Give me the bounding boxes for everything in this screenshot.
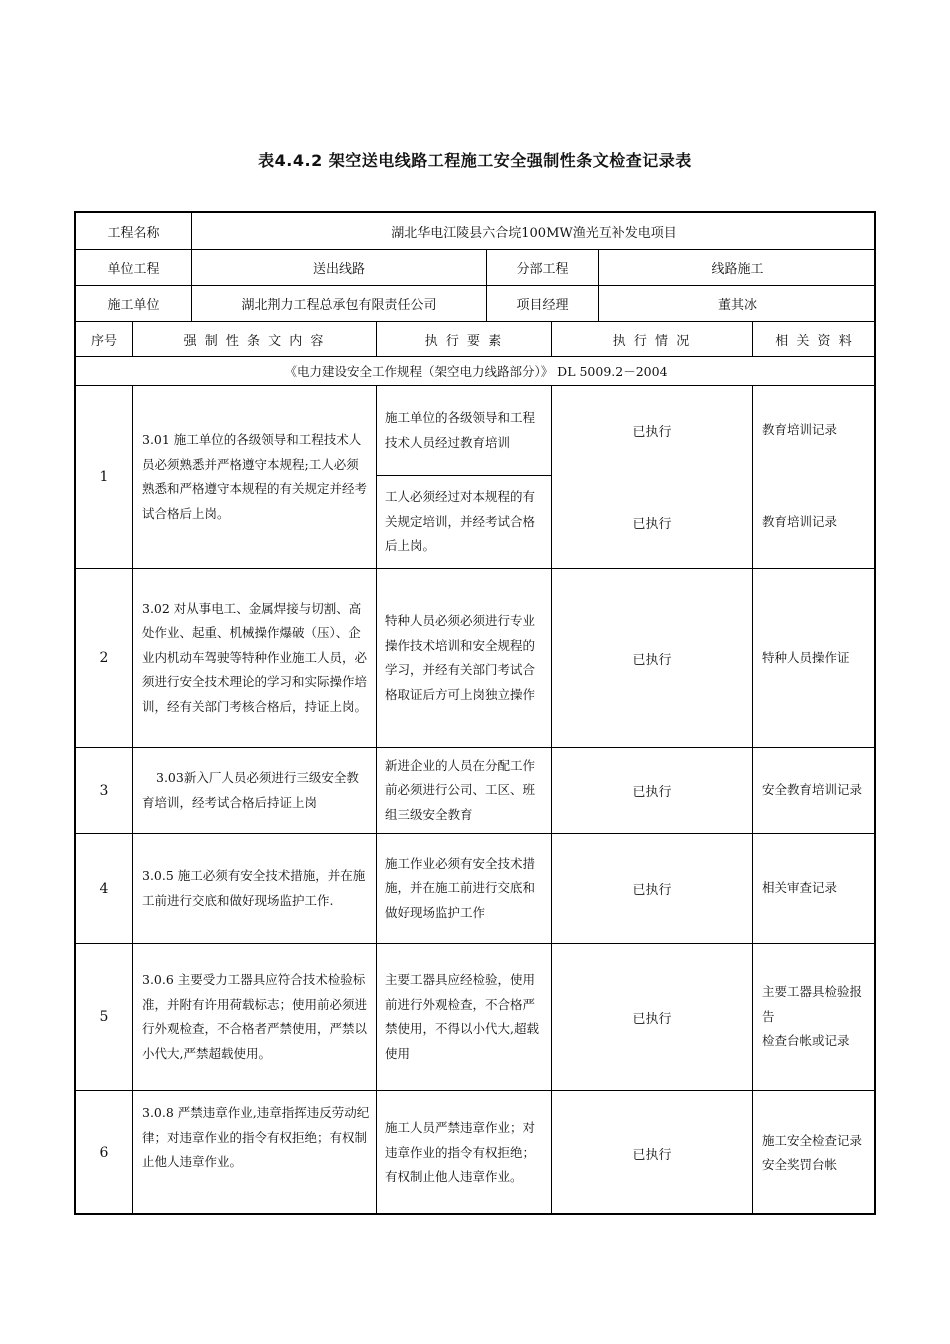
sub-project-value: 线路施工 — [711, 262, 764, 277]
row-1-seq: 1 — [99, 469, 109, 485]
row-1-reference-1: 教育培训记录 — [762, 422, 838, 438]
row-1-status-1: 已执行 — [632, 425, 672, 440]
row-3-seq: 3 — [99, 782, 109, 799]
row-2-content: 3.02 对从事电工、金属焊接与切割、高处作业、起重、机械操作爆破（压）、企业内机动车驾驶等特种作业施工人员，必须进行安全技术理论的学习和实际操作培训，经有关部门考核合格后，持证上岗。 — [142, 600, 368, 714]
row-5-content: 3.0.6 主要受力工器具应符合技术检验标准，并附有许用荷载标志；使用前必须进行外观检查，不合格者严禁使用，严禁以小代大,严禁超载使用。 — [142, 972, 368, 1061]
header-requirement: 执 行 要 素 — [424, 333, 504, 349]
manager-value: 董其冰 — [717, 298, 757, 313]
row-2-requirement: 特种人员必须必须进行专业操作技术培训和安全规程的学习，并经有关部门考试合格取证后方可上岗独立操作 — [385, 613, 536, 702]
row-6-seq: 6 — [99, 1145, 109, 1161]
row-6-reference-line-1: 施工安全检查记录 — [762, 1132, 863, 1148]
row-1-content: 3.01 施工单位的各级领导和工程技术人员必须熟悉并严格遵守本规程;工人必须熟悉和严格遵守本规程的有关规定并经考试合格后上岗。 — [142, 432, 368, 521]
row-6-reference — [762, 1091, 874, 1215]
row-6-status: 已执行 — [632, 1147, 672, 1163]
row-3-status: 已执行 — [632, 785, 672, 800]
construction-unit-value: 湖北荆力工程总承包有限责任公司 — [241, 298, 437, 313]
row-3-requirement: 新进企业的人员在分配工作前必须进行公司、工区、班组三级安全教育 — [385, 757, 536, 822]
standard-reference: 《电力建设安全工作规程（架空电力线路部分）》 DL 5009.2－2004 — [284, 364, 668, 379]
row-1-status-2: 已执行 — [632, 516, 672, 532]
row-5-reference-line-2: 检查台帐或记录 — [762, 1033, 850, 1049]
unit-project-label: 单位工程 — [107, 262, 160, 277]
row-4-requirement: 施工作业必须有安全技术措施，并在施工前进行交底和做好现场监护工作 — [385, 855, 536, 920]
row-5-seq: 5 — [99, 1009, 109, 1025]
header-status: 执 行 情 况 — [612, 333, 692, 349]
manager-label: 项目经理 — [516, 298, 569, 313]
page-title: 表4.4.2 架空送电线路工程施工安全强制性条文检查记录表 — [258, 151, 692, 170]
unit-project-value: 送出线路 — [312, 262, 365, 277]
row-5-reference-line-1: 主要工器具检验报告 — [762, 984, 863, 1024]
sub-project-label: 分部工程 — [516, 262, 569, 277]
row-6-reference-line-2: 安全奖罚台帐 — [762, 1157, 838, 1172]
row-3-reference: 安全教育培训记录 — [762, 782, 863, 798]
row-5-requirement: 主要工器具应经检验，使用前进行外观检查，不合格严禁使用，不得以小代大,超载使用 — [385, 972, 539, 1061]
row-1-requirement-1: 施工单位的各级领导和工程技术人员经过教育培训 — [385, 410, 536, 450]
row-5-status: 已执行 — [632, 1011, 672, 1027]
row-6-content: 3.0.8 严禁违章作业,违章指挥违反劳动纪律；对违章作业的指令有权拒绝；有权制止他人违章作业。 — [142, 1105, 370, 1169]
row-2-status: 已执行 — [632, 652, 672, 668]
project-name-value: 湖北华电江陵县六合垸100MW渔光互补发电项目 — [391, 225, 677, 241]
row-1-requirement-2: 工人必须经过对本规程的有关规定培训，并经考试合格后上岗。 — [385, 489, 536, 554]
row-4-status: 已执行 — [632, 883, 672, 898]
header-reference: 相 关 资 料 — [775, 333, 854, 349]
header-seq: 序号 — [90, 333, 117, 349]
row-4-reference: 相关审查记录 — [762, 880, 838, 896]
header-content: 强 制 性 条 文 内 容 — [183, 333, 326, 349]
row-4-seq: 4 — [99, 880, 109, 897]
project-name-label: 工程名称 — [107, 225, 160, 241]
construction-unit-label: 施工单位 — [107, 298, 160, 313]
row-5-reference — [762, 944, 874, 1090]
row-3-content: 3.03新入厂人员必须进行三级安全教育培训，经考试合格后持证上岗 — [142, 770, 359, 810]
row-6-requirement: 施工人员严禁违章作业；对违章作业的指令有权拒绝；有权制止他人违章作业。 — [385, 1120, 536, 1185]
row-2-reference: 特种人员操作证 — [762, 649, 850, 665]
row-4-content: 3.0.5 施工必须有安全技术措施，并在施工前进行交底和做好现场监护工作. — [142, 868, 366, 908]
row-1-reference-2: 教育培训记录 — [762, 513, 838, 529]
row-2-seq: 2 — [99, 650, 109, 666]
inspection-record-grid — [74, 211, 876, 1215]
